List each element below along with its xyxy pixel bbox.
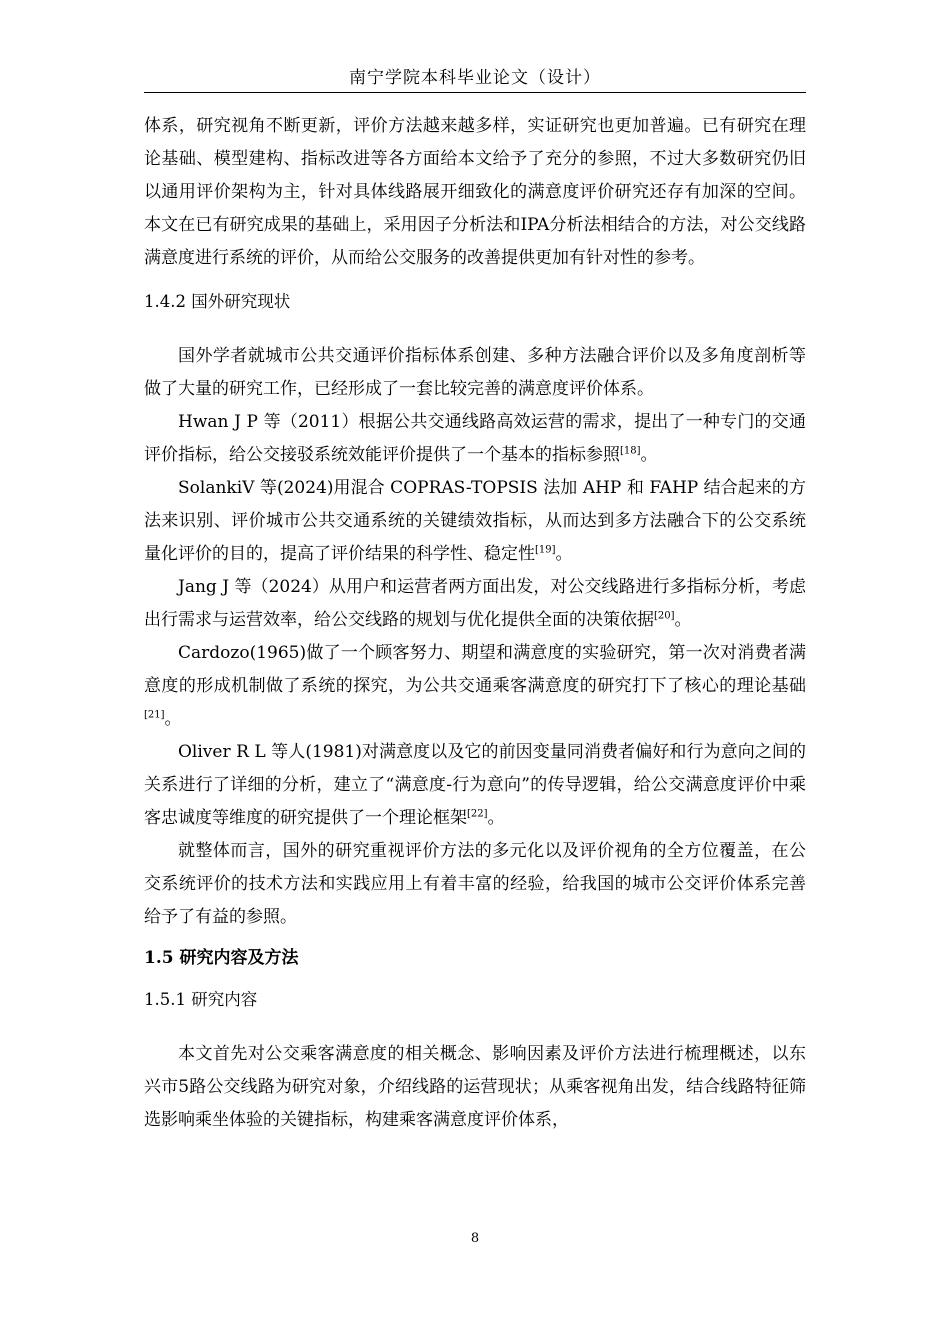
paragraph-solanki — [144, 472, 806, 571]
section-heading-1-5: 1.5 研究内容及方法 — [144, 948, 299, 968]
paragraph-foreign-overview: 国外学者就城市公共交通评价指标体系创建、多种方法融合评价以及多角度剖析等做了大量的研究工作，已经形成了一套比较完善的满意度评价体系。 — [144, 346, 806, 399]
paragraph-text: Oliver R L 等人(1981)对满意度以及它的前因变量同消费者偏好和行为意向之间的关系进行了详细的分析，建立了“满意度-行为意向”的传导逻辑，给公交满意度评价中乘客忠诚度等维度的研究提供了一个理论框架 — [144, 742, 806, 828]
citation-ref: [19] — [535, 544, 556, 556]
document-body — [144, 110, 806, 1137]
section-heading-1-5-1: 1.5.1 研究内容 — [144, 990, 258, 1009]
paragraph-end: 。 — [164, 709, 182, 729]
citation-ref: [20] — [654, 610, 675, 622]
paragraph-text: Cardozo(1965)做了一个顾客努力、期望和满意度的实验研究，第一次对消费者满意度的形成机制做了系统的探究，为公共交通乘客满意度的研究打下了核心的理论基础 — [144, 643, 806, 696]
paragraph-text: Hwan J P 等（2011）根据公共交通线路高效运营的需求，提出了一种专门的交通评价指标，给公交接驳系统效能评价提供了一个基本的指标参照 — [144, 412, 806, 465]
paragraph-cardozo — [144, 637, 806, 736]
citation-ref: [21] — [144, 709, 165, 721]
paragraph-hwan — [144, 406, 806, 472]
page-header-title: 南宁学院本科毕业论文（设计） — [349, 68, 601, 88]
paragraph-text: Jang J 等（2024）从用户和运营者两方面出发，对公交线路进行多指标分析，考虑出行需求与运营效率，给公交线路的规划与优化提供全面的决策依据 — [144, 577, 806, 630]
paragraph-text: SolankiV 等(2024)用混合 COPRAS-TOPSIS 法加 AHP 和 FAHP 结合起来的方法来识别、评价城市公共交通系统的关键绩效指标，从而达到多方法融合下的公交系统量化评价的目的，提高了评价结果的科学性、稳定性 — [144, 478, 806, 564]
paragraph-research-content: 本文首先对公交乘客满意度的相关概念、影响因素及评价方法进行梳理概述，以东兴市5路公交线路为研究对象，介绍线路的运营现状；从乘客视角出发，结合线路特征筛选影响乘坐体验的关键指标，构建乘客满意度评价体系， — [144, 1044, 806, 1130]
paragraph-end: 。 — [555, 544, 573, 564]
paragraph-end: 。 — [487, 808, 505, 828]
paragraph-jang — [144, 571, 806, 637]
section-heading-1-4-2: 1.4.2 国外研究现状 — [144, 292, 291, 311]
paragraph-end: 。 — [640, 445, 658, 465]
header-rule — [144, 92, 806, 93]
citation-ref: [18] — [620, 445, 641, 457]
citation-ref: [22] — [467, 808, 488, 820]
paragraph-summary: 就整体而言，国外的研究重视评价方法的多元化以及评价视角的全方位覆盖，在公交系统评价的技术方法和实践应用上有着丰富的经验，给我国的城市公交评价体系完善给予了有益的参照。 — [144, 841, 806, 927]
paragraph-end: 。 — [674, 610, 692, 630]
paragraph-intro-continued: 体系，研究视角不断更新，评价方法越来越多样，实证研究也更加普遍。已有研究在理论基础、模型建构、指标改进等各方面给本文给予了充分的参照，不过大多数研究仍旧以通用评价架构为主，针对具体线路展开细致化的满意度评价研究还存有加深的空间。本文在已有研究成果的基础上，采用因子分析法和IPA分析法相结合的方法，对公交线路满意度进行系统的评价，从而给公交服务的改善提供更加有针对性的参考。 — [144, 116, 806, 268]
page-number: 8 — [470, 1231, 480, 1246]
paragraph-oliver — [144, 736, 806, 835]
